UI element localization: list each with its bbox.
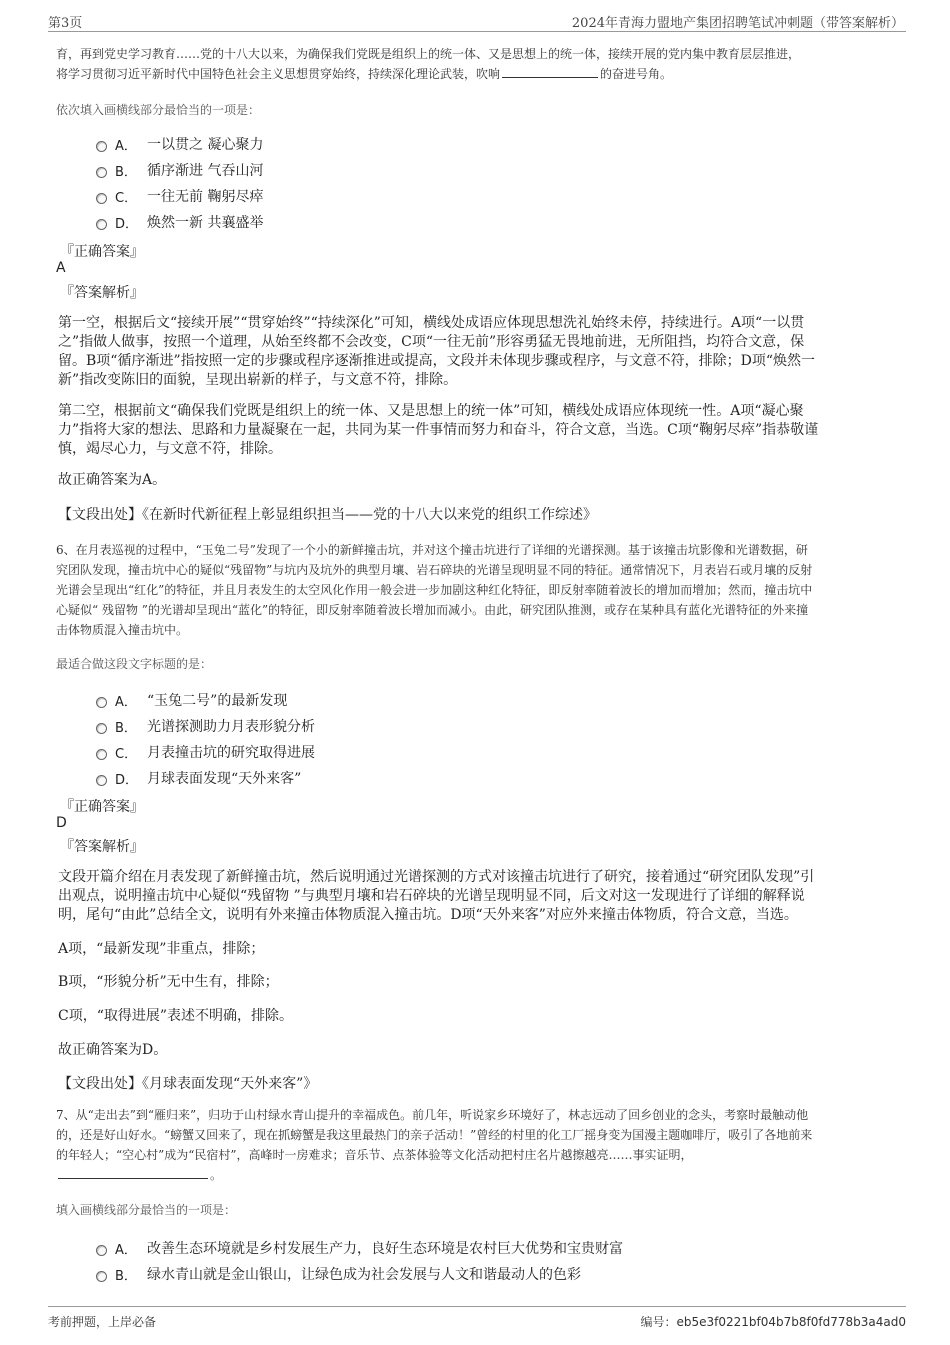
q5-answer-label: 『正确答案』 [60,244,144,260]
page-header [48,10,906,32]
q6-explanation-c: C项，“取得进展”表述不明确，排除。 [58,1008,294,1024]
page-number: 第3页 [48,16,83,31]
q5-stem-line: 将学习贯彻习近平新时代中国特色社会主义思想贯穿始终，持续深化理论武装，吹响 的奋进号角。 [56,67,673,81]
q6-option-b[interactable]: B． 光谱探测助力月表形貌分析 [96,714,315,738]
fill-blank [502,66,598,78]
q6-conclusion: 故正确答案为D。 [58,1042,168,1058]
q5-explanation-1: 第一空，根据后文“接续开展”“贯穿始终”“持续深化”可知，横线处成语应体现思想洗礼始终未停，持续进行。A项“一以贯 之”指做人做事，按照一个道理，从始至终都不会改变，C项“一往无前”形容勇猛无畏地前进，无所阻挡，均符合文意，保 留。B项“循序渐进”指按照一定的步骤或程序逐渐推进或提高，文段并未体现步骤或程序，与文意不符，排除；D项“焕然一 新”指改变陈旧的面貌，呈现出崭新的样子，与文意不符，排除。 [58,315,815,388]
radio-icon[interactable] [96,1245,107,1256]
document-title: 2024年青海力盟地产集团招聘笔试冲刺题（带答案解析） [571,16,904,31]
q5-source: 【文段出处】《在新时代新征程上彰显组织担当——党的十八大以来党的组织工作综述》 [58,507,597,523]
document-code: 编号：eb5e3f0221bf04b7b8f0fd778b3a4ad0 [640,1315,906,1329]
radio-icon[interactable] [96,749,107,760]
q6-prompt: 最适合做这段文字标题的是： [56,657,213,671]
q5-stem [56,44,896,84]
radio-icon[interactable] [96,1271,107,1282]
fill-blank [58,1167,208,1179]
q6-analysis-label: 『答案解析』 [60,839,144,855]
q5-answer: A [56,260,66,276]
q6-source: 【文段出处】《月球表面发现“天外来客”》 [58,1076,318,1092]
q6-explanation-a: A项，“最新发现”非重点，排除； [58,941,265,957]
radio-icon[interactable] [96,141,107,152]
q5-option-a[interactable]: A． 一以贯之 凝心聚力 [96,132,263,156]
page-footer [48,1306,906,1332]
q7-prompt: 填入画横线部分最恰当的一项是： [56,1203,237,1217]
radio-icon[interactable] [96,219,107,230]
radio-icon[interactable] [96,193,107,204]
q5-option-b[interactable]: B． 循序渐进 气吞山河 [96,158,263,182]
radio-icon[interactable] [96,723,107,734]
q6-answer: D [56,815,67,831]
radio-icon[interactable] [96,697,107,708]
q7-option-b[interactable]: B． 绿水青山就是金山银山，让绿色成为社会发展与人文和谐最动人的色彩 [96,1262,581,1286]
q7-option-a[interactable]: A． 改善生态环境就是乡村发展生产力，良好生态环境是农村巨大优势和宝贵财富 [96,1236,623,1260]
q6-answer-label: 『正确答案』 [60,799,144,815]
q6-option-a[interactable]: A． “玉兔二号”的最新发现 [96,688,287,712]
q6-explanation-1: 文段开篇介绍在月表发现了新鲜撞击坑，然后说明通过光谱探测的方式对该撞击坑进行了研究，接着通过“研究团队发现”引 出观点，说明撞击坑中心疑似“残留物 ”与典型月壤和岩石碎块的光谱呈现明显不同，后文对这一发现进行了详细的解释说 明，尾句“由此”总结全文，说明有外来撞击体物质混入撞击坑。D项“天外来客”对应外来撞击体物质，符合文意，当选。 [58,869,815,923]
q5-conclusion: 故正确答案为A。 [58,472,167,488]
q6-option-d[interactable]: D． 月球表面发现“天外来客” [96,766,301,790]
q6-option-c[interactable]: C． 月表撞击坑的研究取得进展 [96,740,315,764]
q5-option-c[interactable]: C． 一往无前 鞠躬尽瘁 [96,184,263,208]
radio-icon[interactable] [96,775,107,786]
q5-analysis-label: 『答案解析』 [60,285,144,301]
q5-stem-line: 育，再到党史学习教育……党的十八大以来，为确保我们党既是组织上的统一体、又是思想上的统一体，接续开展的党内集中教育层层推进， [56,47,801,61]
q5-option-d[interactable]: D． 焕然一新 共襄盛举 [96,210,263,234]
radio-icon[interactable] [96,167,107,178]
q5-prompt: 依次填入画横线部分最恰当的一项是： [56,103,261,117]
q7-stem: 7、从“走出去”到“雁归来”，归功于山村绿水青山提升的幸福成色。前几年，听说家乡环境好了，林志远动了回乡创业的念头，考察时最触动他 的，还是好山好水。“螃蟹又回来了，现在抓螃蟹是我这里最热门的亲子活动！”曾经的村里的化工厂摇身变为国漫主题咖啡厅，吸引了各地前来 的年轻人；“空心村”成为“民宿村”，高峰时一房难求；音乐节、点茶体验等文化活动把村庄名片越擦越亮……事实证明， 。 [56,1108,813,1182]
q6-explanation-b: B项，“形貌分析”无中生有，排除； [58,974,279,990]
q6-stem: 6、在月表巡视的过程中，“玉兔二号”发现了一个小的新鲜撞击坑，并对这个撞击坑进行了详细的光谱探测。基于该撞击坑影像和光谱数据，研 究团队发现，撞击坑中心的疑似“残留物”与坑内及坑外的典型月壤、岩石碎块的光谱呈现明显不同的特征。通常情况下，月表岩石或月壤的反射 光谱会呈现出“红化”的特征，并且月表发生的太空风化作用一般会进一步加剧这种红化特征，即反射率随着波长的增加而增加；然而，撞击坑中 心疑似“ 残留物 ”的光谱却呈现出“蓝化”的特征，即反射率随着波长增加而减小。由此，研究团队推测，或存在某种具有蓝化光谱特征的外来撞 击体物质混入撞击坑中。 [56,543,813,637]
footer-slogan: 考前押题，上岸必备 [48,1315,157,1329]
q5-explanation-2: 第二空，根据前文“确保我们党既是组织上的统一体、又是思想上的统一体”可知，横线处成语应体现统一性。A项“凝心聚 力”指将大家的想法、思路和力量凝聚在一起，共同为某一件事情而努力和奋斗，符合文意，当选。C项“鞠躬尽瘁”指恭敬谨 慎，竭尽心力，与文意不符，排除。 [58,403,819,457]
